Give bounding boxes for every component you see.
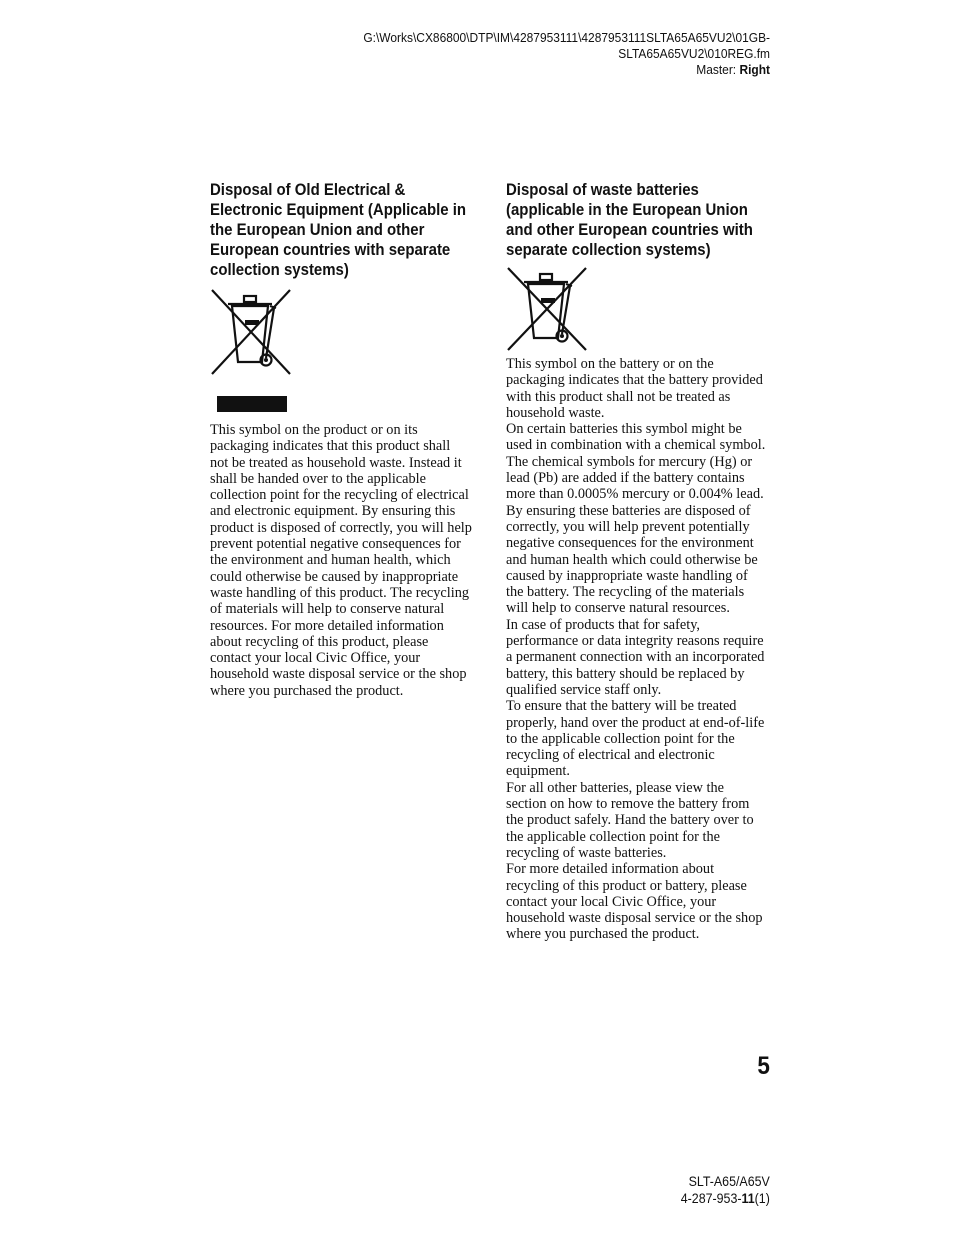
- master-page-label: Master: Right: [696, 62, 770, 77]
- battery-paragraph: To ensure that the battery will be treated properly, hand over the product at end-of-life to the applicable collection point for the recycling of electrical and electronic equipment.: [506, 698, 765, 780]
- battery-section: [506, 180, 768, 943]
- master-page-value: Right: [739, 62, 770, 77]
- battery-body: [506, 356, 768, 943]
- model-footer: [681, 1173, 770, 1207]
- weee-heading: Disposal of Old Electrical & Electronic Equipment (Applicable in the European Union and other European countries with separate collection systems): [210, 180, 467, 279]
- battery-paragraph: By ensuring these batteries are disposed of correctly, you will help prevent potentially negative consequences for the environment and human health which could otherwise be caused by inappropriate waste handling of the battery. The recycling of the materials will help to conserve natural resources.: [506, 502, 758, 617]
- weee-section: [210, 180, 472, 699]
- battery-paragraph: In case of products that for safety, performance or data integrity reasons require a permanent connection with an incorporated battery, this battery should be replaced by qualified service staff only.: [506, 616, 765, 698]
- weee-body-text: This symbol on the product or on its packaging indicates that this product shall not be treated as household waste. Instead it shall be handed over to the applicable collection point for the recycling of electrical and electronic equipment. By ensuring this product is disposed of correctly, you will help prevent potential negative consequences for the environment and human health, which could otherwise be caused by inappropriate waste handling of this product. The recycling of materials will help to conserve natural resources. For more detailed information about recycling of this product, please contact your local Civic Office, your household waste disposal service or the shop where you purchased the product.: [210, 422, 472, 699]
- crossed-out-wheelie-bin-icon: [506, 266, 590, 354]
- file-path-header: [363, 30, 770, 78]
- page-number: 5: [757, 1052, 770, 1080]
- battery-paragraph: This symbol on the battery or on the packaging indicates that the battery provided with this product shall not be treated as household waste.: [506, 356, 763, 421]
- file-path-line-1: G:\Works\CX86800\DTP\IM\4287953111\4287953111SLTA65A65VU2\01GB-: [363, 30, 770, 45]
- crossed-out-wheelie-bin-icon: [210, 288, 294, 378]
- battery-paragraph: On certain batteries this symbol might be used in combination with a chemical symbol. The chemical symbols for mercury (Hg) or lead (Pb) are added if the battery contains more than 0.0005% mercury or 0.004% lead.: [506, 421, 766, 503]
- battery-heading: Disposal of waste batteries (applicable in the European Union and other European countries with separate collection systems): [506, 180, 753, 259]
- battery-paragraph: For more detailed information about recycling of this product or battery, please contact your local Civic Office, your household waste disposal service or the shop where you purchased the product.: [506, 861, 763, 943]
- model-name: SLT-A65/A65V: [688, 1174, 770, 1189]
- battery-paragraph: For all other batteries, please view the section on how to remove the battery from the product safely. Hand the battery over to the applicable collection point for the recycling of waste batteries.: [506, 779, 754, 861]
- part-code: 4-287-953-11(1): [680, 1191, 770, 1206]
- file-path-line-2: SLTA65A65VU2\010REG.fm: [618, 46, 770, 61]
- separator-bar: [217, 396, 287, 412]
